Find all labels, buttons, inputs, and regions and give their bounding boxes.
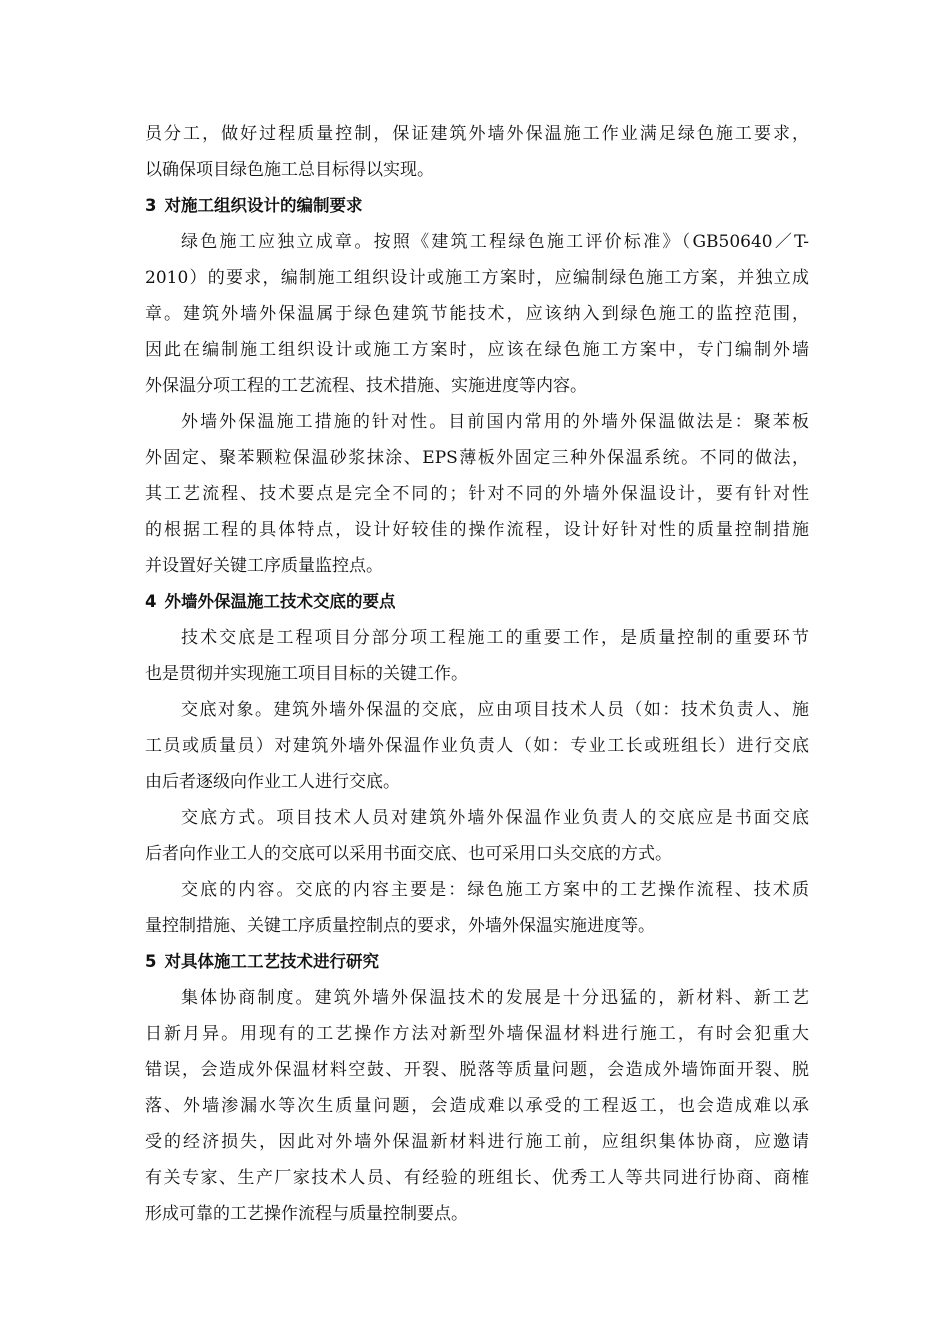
paragraph-line: 外墙外保温施工措施的针对性。目前国内常用的外墙外保温做法是：聚苯板 [181,412,809,432]
paragraph-line: 集体协商制度。建筑外墙外保温技术的发展是十分迅猛的，新材料、新工艺 [181,988,809,1008]
paragraph-line: 量控制措施、关键工序质量控制点的要求，外墙外保温实施进度等。 [145,916,655,936]
paragraph-line: 后者向作业工人的交底可以采用书面交底、也可采用口头交底的方式。 [145,844,672,864]
paragraph-line: 交底的内容。交底的内容主要是：绿色施工方案中的工艺操作流程、技术质 [181,880,809,900]
paragraph-line: 2010）的要求，编制施工组织设计或施工方案时，应编制绿色施工方案，并独立成 [145,268,809,288]
paragraph-line: 错误，会造成外保温材料空鼓、开裂、脱落等质量问题，会造成外墙饰面开裂、脱 [145,1060,809,1080]
paragraph-line: 并设置好关键工序质量监控点。 [145,556,383,576]
paragraph-line: 因此在编制施工组织设计或施工方案时，应该在绿色施工方案中，专门编制外墙 [145,340,809,360]
paragraph-line: 日新月异。用现有的工艺操作方法对新型外墙保温材料进行施工，有时会犯重大 [145,1024,809,1044]
paragraph-line: 外保温分项工程的工艺流程、技术措施、实施进度等内容。 [145,376,587,396]
paragraph-line: 落、外墙渗漏水等次生质量问题，会造成难以承受的工程返工，也会造成难以承 [145,1096,809,1116]
paragraph-line: 受的经济损失，因此对外墙外保温新材料进行施工前，应组织集体协商，应邀请 [145,1132,809,1152]
paragraph-line: 也是贯彻并实现施工项目目标的关键工作。 [145,664,468,684]
section-heading [145,188,809,224]
section-number: 5 [145,952,157,971]
paragraph-line: 由后者逐级向作业工人进行交底。 [145,772,400,792]
paragraph-line: 交底方式。项目技术人员对建筑外墙外保温作业负责人的交底应是书面交底 [181,808,809,828]
section-heading [145,944,809,980]
section-title: 外墙外保温施工技术交底的要点 [164,592,396,611]
paragraph-line: 形成可靠的工艺操作流程与质量控制要点。 [145,1204,468,1224]
section-number: 3 [145,196,157,215]
paragraph-line: 的根据工程的具体特点，设计好较佳的操作流程，设计好针对性的质量控制措施 [145,520,809,540]
paragraph-line: 员分工，做好过程质量控制，保证建筑外墙外保温施工作业满足绿色施工要求， [145,124,809,144]
document-page [145,116,809,1232]
paragraph-line: 以确保项目绿色施工总目标得以实现。 [145,160,434,180]
section-number: 4 [145,592,157,611]
section-title: 对具体施工工艺技术进行研究 [164,952,379,971]
paragraph-line: 其工艺流程、技术要点是完全不同的；针对不同的外墙外保温设计，要有针对性 [145,484,809,504]
paragraph-line: 外固定、聚苯颗粒保温砂浆抹涂、EPS薄板外固定三种外保温系统。不同的做法， [145,448,809,468]
paragraph-line: 绿色施工应独立成章。按照《建筑工程绿色施工评价标准》（GB50640／T- [181,232,809,252]
paragraph-line: 技术交底是工程项目分部分项工程施工的重要工作，是质量控制的重要环节 [181,628,809,648]
paragraph-line: 有关专家、生产厂家技术人员、有经验的班组长、优秀工人等共同进行协商、商榷 [145,1168,809,1188]
paragraph-line: 工员或质量员）对建筑外墙外保温作业负责人（如：专业工长或班组长）进行交底 [145,736,809,756]
section-heading [145,584,809,620]
paragraph-line: 交底对象。建筑外墙外保温的交底，应由项目技术人员（如：技术负责人、施 [181,700,809,720]
paragraph-line: 章。建筑外墙外保温属于绿色建筑节能技术，应该纳入到绿色施工的监控范围， [145,304,809,324]
section-title: 对施工组织设计的编制要求 [164,196,363,215]
